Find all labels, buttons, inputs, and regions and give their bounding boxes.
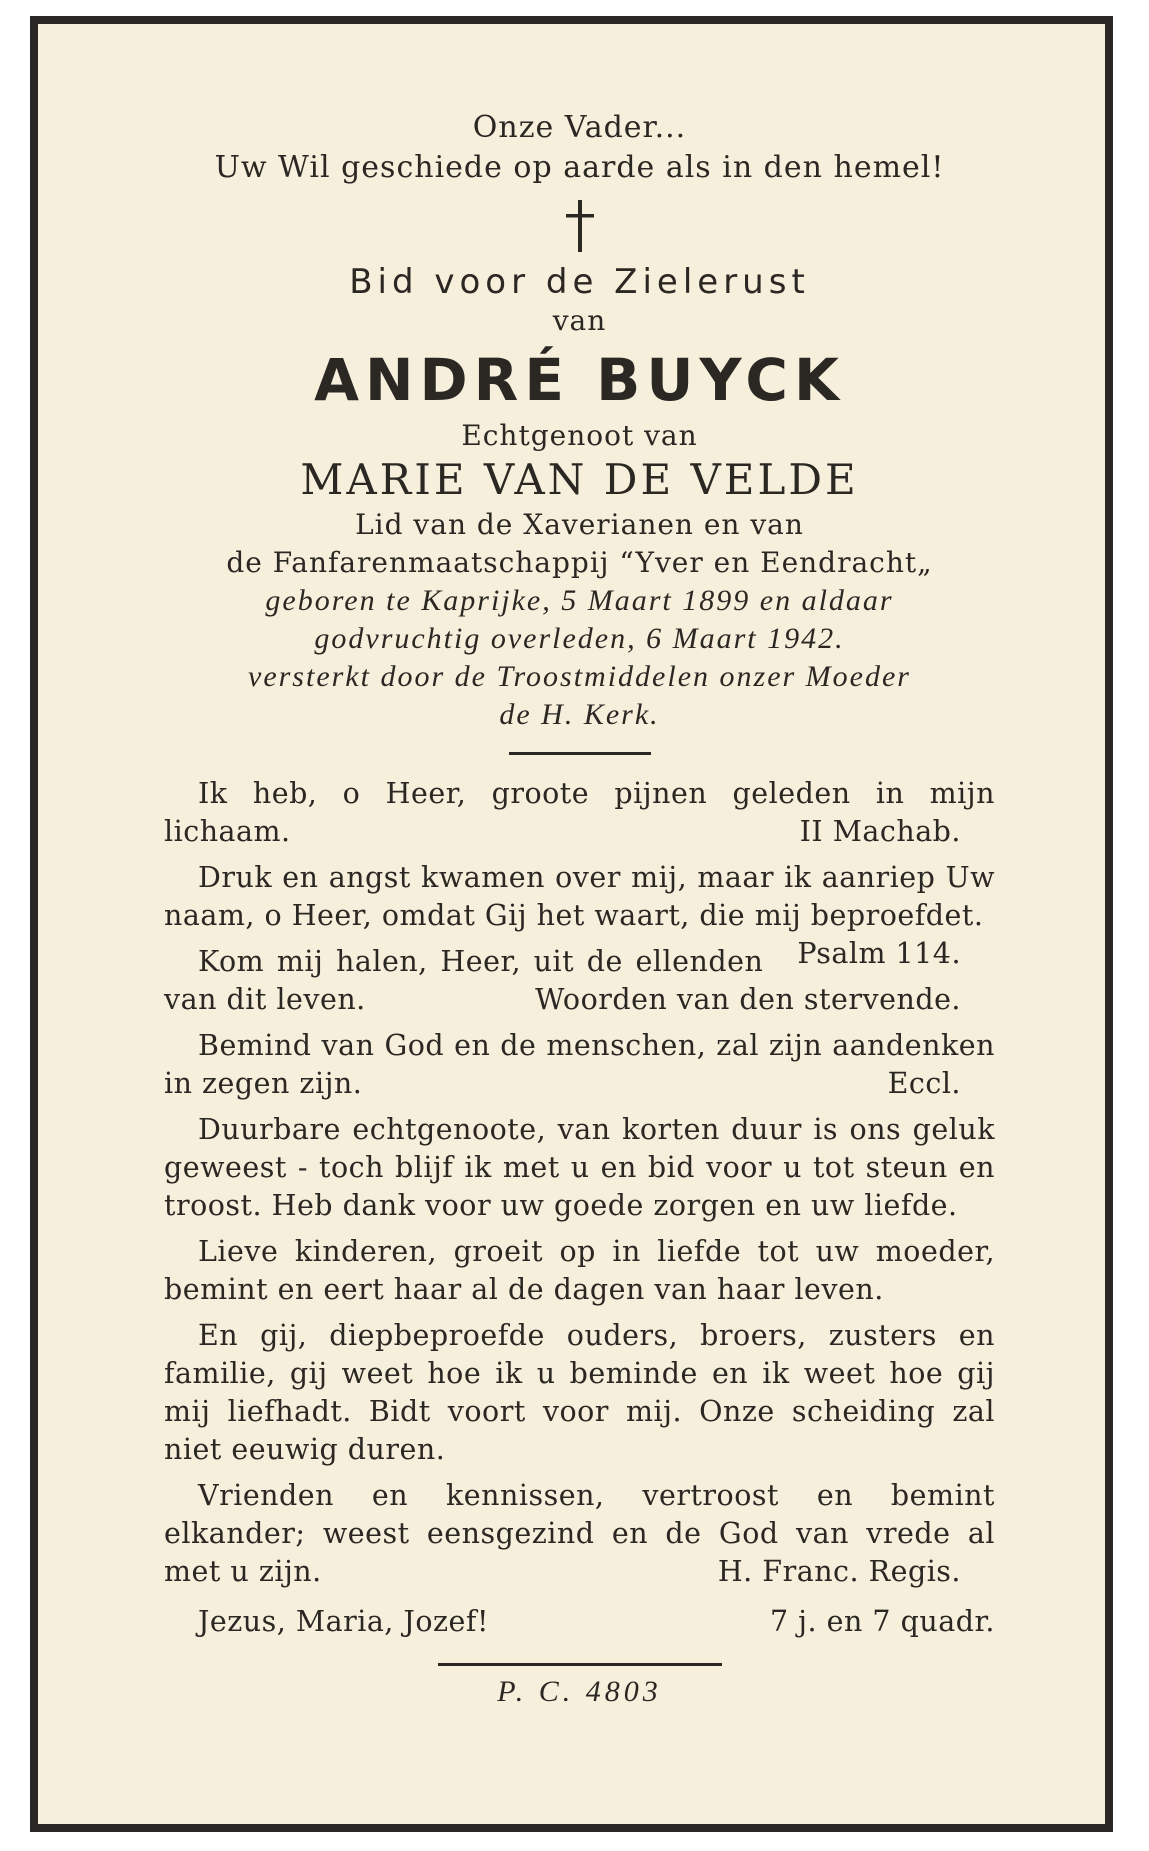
indulgence-note: 7 j. en 7 quadr.: [769, 1605, 995, 1638]
memorial-card: [30, 16, 1113, 1832]
verse-item: [164, 1233, 995, 1309]
prayer-line-2: Uw Wil geschiede op aarde als in den hemel!: [214, 150, 945, 185]
verse-item: [164, 1477, 995, 1591]
verse-reference: Eccl.: [887, 1067, 961, 1100]
verse-item: [164, 775, 995, 851]
spouse-label: Echtgenoot van: [461, 419, 698, 452]
verse-item: [164, 859, 995, 970]
prayer-line-1: Onze Vader...: [472, 110, 687, 145]
bio-line-1: geboren te Kaprijke, 5 Maart 1899 en aldaar: [265, 584, 894, 617]
footer-divider: [438, 1663, 722, 1666]
closing-row: [164, 1603, 995, 1641]
verse-item: [164, 1027, 995, 1103]
verse-text: Bemind van God en de menschen, zal zijn aandenken in zegen zijn.: [164, 1029, 995, 1100]
cross-icon: [560, 198, 600, 254]
deceased-name: ANDRÉ BUYCK: [314, 346, 845, 414]
verse-reference: H. Franc. Regis.: [717, 1555, 961, 1588]
verse-text: Kom mij halen, Heer, uit de ellenden van dit leven.: [164, 945, 764, 1016]
verse-text: Lieve kinderen, groeit op in liefde tot uw moeder, bemint en eert haar al de dagen van haar leven.: [164, 1235, 995, 1306]
prayer-request: Bid voor de Zielerust: [349, 262, 810, 302]
verse-text: Vrienden en kennissen, vertroost en bemint elkander; weest eensgezind en de God van vrede al met u zijn.: [164, 1479, 995, 1588]
bio-line-4: de H. Kerk.: [499, 698, 660, 731]
verse-reference: II Machab.: [799, 815, 961, 848]
spouse-name: MARIE VAN DE VELDE: [300, 455, 859, 504]
print-code: P. C. 4803: [497, 1675, 662, 1708]
verse-text: Duurbare echtgenoote, van korten duur is ons geluk geweest - toch blijf ik met u en bid voor u tot steun en troost. Heb dank voor uw goede zorgen en uw liefde.: [164, 1113, 995, 1222]
verse-item: [164, 1317, 995, 1469]
membership-line-1: Lid van de Xaverianen en van: [355, 508, 804, 541]
closing-invocation: Jezus, Maria, Jozef!: [198, 1605, 489, 1638]
verse-text: En gij, diepbeproefde ouders, broers, zusters en familie, gij weet hoe ik u beminde en ik weet hoe gij mij liefhadt. Bidt voort voor mij. Onze scheiding zal niet eeuwig duren.: [164, 1319, 995, 1466]
bio-line-2: godvruchtig overleden, 6 Maart 1942.: [314, 622, 845, 655]
verse-text: Ik heb, o Heer, groote pijnen geleden in mijn lichaam.: [164, 777, 995, 848]
verse-reference: Psalm 114.: [797, 937, 961, 970]
bio-line-3: versterkt door de Troostmiddelen onzer Moeder: [248, 660, 911, 693]
card-content: [38, 24, 1105, 1824]
divider: [509, 752, 651, 755]
verse-list: [164, 775, 995, 1591]
van-label: van: [552, 304, 607, 337]
verse-reference: Woorden van den stervende.: [535, 983, 961, 1016]
membership-line-2: de Fanfarenmaatschappij “Yver en Eendracht„: [226, 546, 933, 579]
verse-item: [164, 1111, 995, 1225]
verse-text: Druk en angst kwamen over mij, maar ik aanriep Uw naam, o Heer, omdat Gij het waart, die mij beproefdet.: [164, 861, 995, 932]
